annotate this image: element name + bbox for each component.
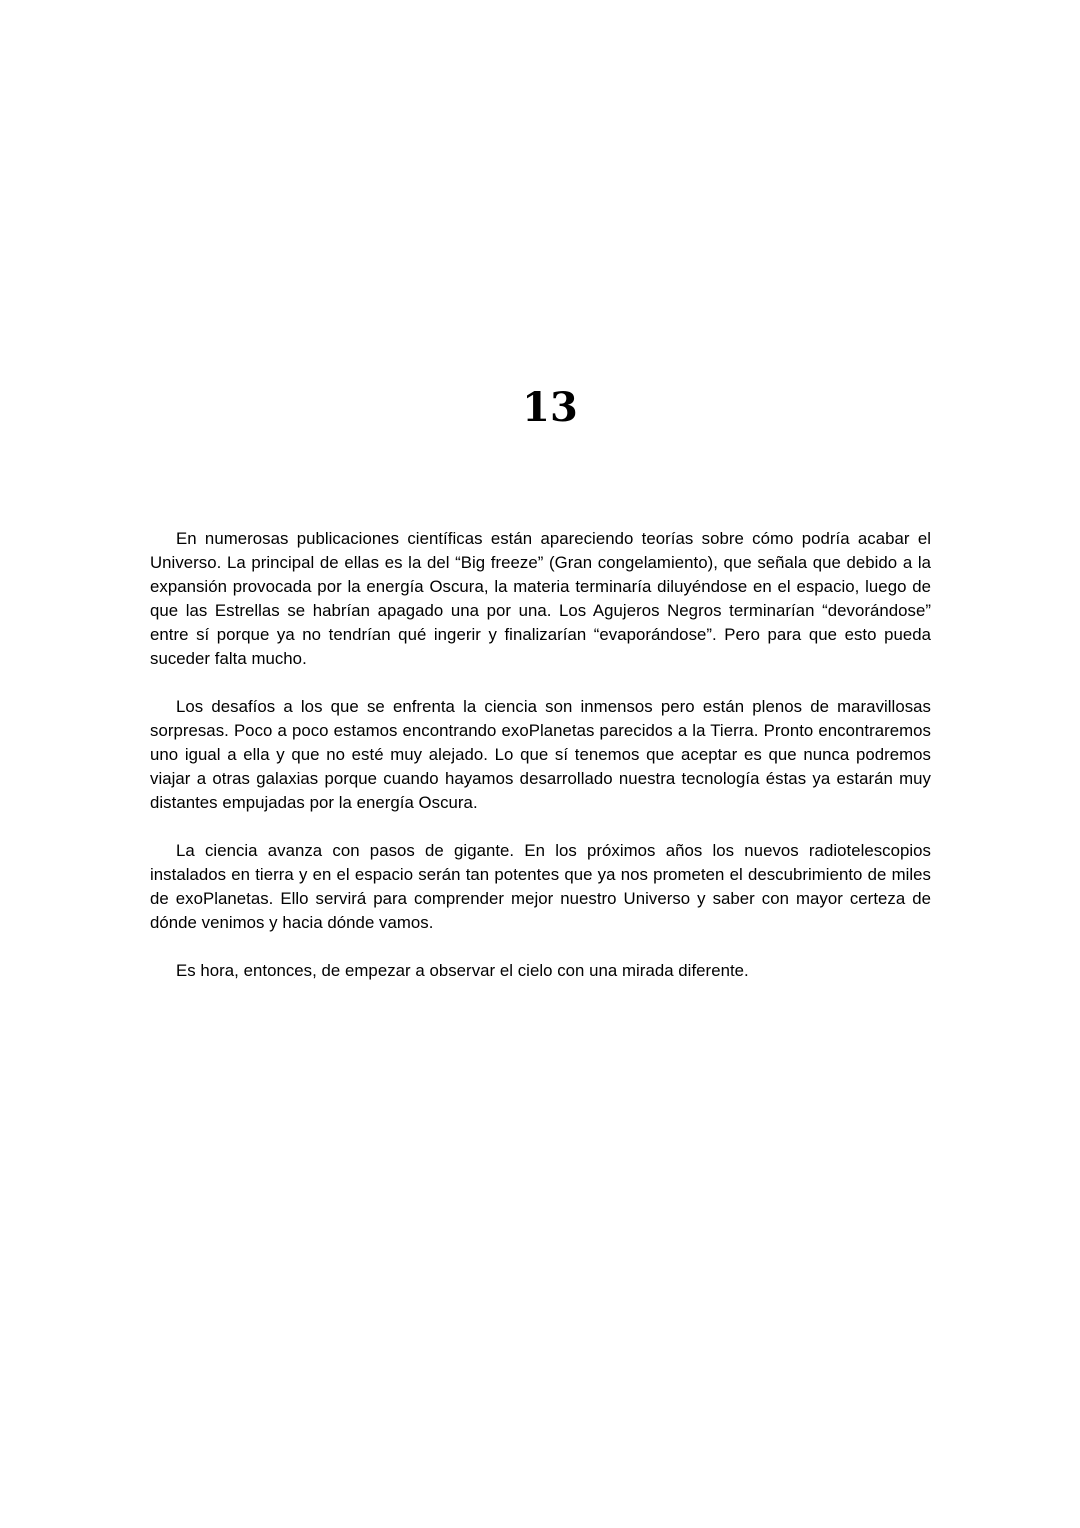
chapter-number: 13	[522, 384, 578, 431]
paragraph-big-freeze: En numerosas publicaciones científicas están apareciendo teorías sobre cómo podría acabar el Universo. La principal de ellas es la del “Big freeze” (Gran congelamiento), que señala que debido a la expansión provocada por la energía Oscura, la materia terminaría diluyéndose en el espacio, luego de que las Estrellas se habrían apagado una por una. Los Agujeros Negros terminarían “devorándose” entre sí porque ya no tendrían qué ingerir y finalizarían “evaporándose”. Pero para que esto pueda suceder falta mucho.	[150, 529, 931, 668]
paragraph-science-advances: La ciencia avanza con pasos de gigante. En los próximos años los nuevos radiotelescopios instalados en tierra y en el espacio serán tan potentes que ya nos prometen el descubrimiento de miles de exoPlanetas. Ello servirá para comprender mejor nuestro Universo y saber con mayor certeza de dónde venimos y hacia dónde vamos.	[150, 841, 931, 932]
chapter-body	[150, 527, 931, 1007]
paragraph-closing: Es hora, entonces, de empezar a observar el cielo con una mirada diferente.	[176, 961, 749, 980]
paragraph-science-challenges: Los desafíos a los que se enfrenta la ciencia son inmensos pero están plenos de maravillosas sorpresas. Poco a poco estamos encontrando exoPlanetas parecidos a la Tierra. Pronto encontraremos uno igual a ella y que no esté muy alejado. Lo que sí tenemos que aceptar es que nunca podremos viajar a otras galaxias porque cuando hayamos desarrollado nuestra tecnología éstas ya estarán muy distantes empujadas por la energía Oscura.	[150, 697, 931, 812]
